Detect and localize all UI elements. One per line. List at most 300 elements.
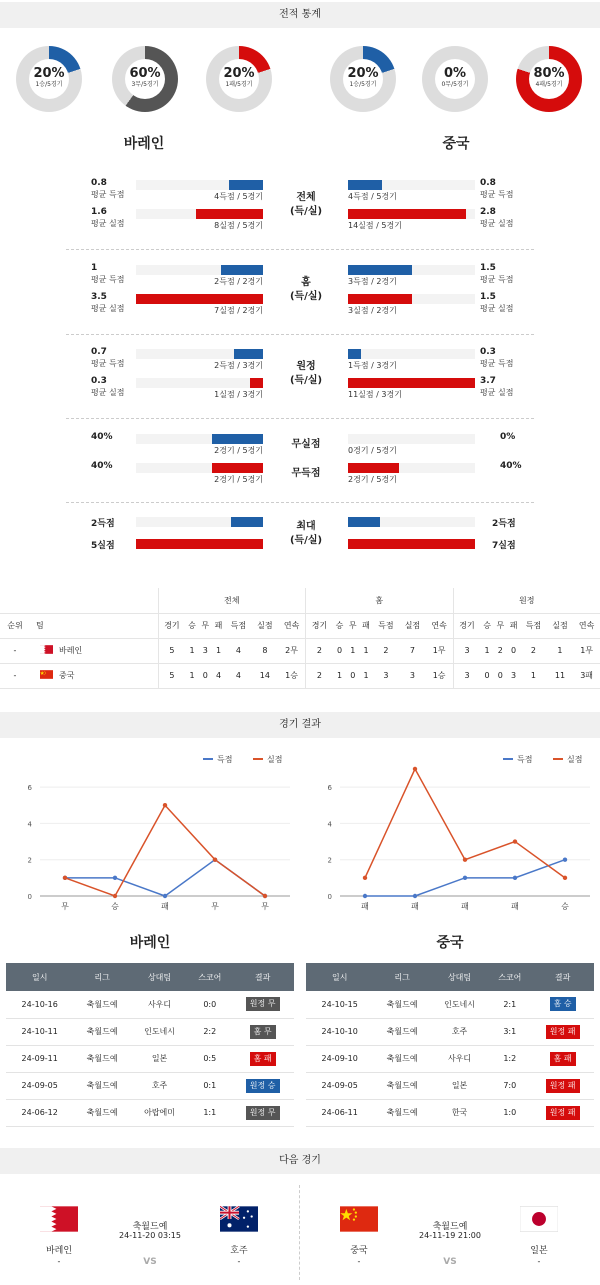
- rank: -: [0, 663, 30, 688]
- standings-col: 패: [359, 613, 372, 638]
- y-tick-label: 2: [27, 856, 32, 865]
- left-count: 8실점 / 5경기: [214, 221, 263, 230]
- home-flag-icon: [40, 1206, 78, 1235]
- category-label: 최대 (득/실): [289, 521, 323, 546]
- left-label: 평균 실점: [91, 304, 125, 313]
- results-cell: 아랍에미: [131, 1099, 188, 1126]
- standings-col: 승: [185, 613, 198, 638]
- stat-cell: 1: [346, 638, 359, 663]
- left-value: 2득점: [91, 519, 115, 529]
- away-flag-icon: [220, 1206, 258, 1235]
- next-home-dash: -: [357, 1257, 361, 1266]
- right-value: 40%: [500, 461, 522, 471]
- results-cell: 24-10-11: [6, 1018, 73, 1045]
- x-tick-label: 패: [161, 902, 169, 911]
- left-value: 40%: [91, 432, 113, 442]
- left-value: 40%: [91, 461, 113, 471]
- results-table-right: [306, 963, 594, 1127]
- results-cell: 2:1: [488, 991, 531, 1018]
- stat-cell: 1승: [278, 663, 305, 688]
- record-donut: [206, 46, 272, 112]
- results-cell: 24-09-05: [6, 1072, 73, 1099]
- results-cell: 2:2: [188, 1018, 231, 1045]
- results-cell: 사우디: [431, 1045, 488, 1072]
- left-value: 0.7: [91, 347, 107, 357]
- standings-col: 패: [212, 613, 225, 638]
- results-row: [306, 1018, 594, 1045]
- results-cell: 24-09-11: [6, 1045, 73, 1072]
- stat-cell: 0: [333, 638, 346, 663]
- donut-label: 3무/5경기: [131, 81, 159, 88]
- result-badge: 홈 패: [250, 1052, 276, 1066]
- data-point: [263, 894, 267, 898]
- right-count: 14실점 / 5경기: [348, 221, 402, 230]
- standings-row: [0, 638, 600, 663]
- right-count: 11실점 / 3경기: [348, 390, 402, 399]
- right-value: 7실점: [492, 541, 516, 551]
- results-cell: 24-10-10: [306, 1018, 373, 1045]
- team-name: 중국: [59, 671, 75, 680]
- data-point: [413, 894, 417, 898]
- right-value: 0%: [500, 432, 516, 442]
- record-donut: [16, 46, 82, 112]
- results-head: 상대팀: [431, 963, 488, 991]
- stat-cell: 5: [158, 638, 185, 663]
- stat-cell: 14: [252, 663, 279, 688]
- y-tick-label: 6: [27, 784, 32, 793]
- stat-cell: 0: [507, 638, 520, 663]
- right-bar: [348, 180, 382, 190]
- stat-cell: 3: [373, 663, 400, 688]
- data-point: [63, 876, 67, 880]
- left-bar: [229, 180, 263, 190]
- data-point: [363, 894, 367, 898]
- stat-cell: 2: [494, 638, 507, 663]
- next-vs: VS: [443, 1257, 457, 1267]
- results-cell: 축월드예: [373, 1072, 430, 1099]
- donut-label: 4패/5경기: [535, 81, 563, 88]
- standings-col: 실점: [399, 613, 426, 638]
- data-point: [213, 857, 217, 861]
- results-cell: 24-09-10: [306, 1045, 373, 1072]
- donut-label: 1패/5경기: [225, 81, 253, 88]
- data-point: [163, 803, 167, 807]
- bar-track: [136, 378, 263, 388]
- left-value: 0.3: [91, 376, 107, 386]
- next-divider: [299, 1185, 300, 1280]
- team-cell: [30, 663, 158, 688]
- left-value: 1.6: [91, 207, 107, 217]
- results-cell: 사우디: [131, 991, 188, 1018]
- donut-percent: 20%: [223, 66, 255, 81]
- standings-col: 실점: [547, 613, 574, 638]
- standings-head: 팀: [30, 613, 158, 638]
- stat-cell: 1: [520, 663, 547, 688]
- left-count: 1실점 / 3경기: [214, 390, 263, 399]
- stat-cell: 1승: [426, 663, 453, 688]
- next-home-team: 바레인: [45, 1246, 73, 1256]
- right-bar: [348, 349, 361, 359]
- left-count: 2경기 / 5경기: [214, 446, 263, 455]
- stat-cell: 4: [225, 663, 252, 688]
- results-cell: 인도네시: [431, 991, 488, 1018]
- stat-cell: 0: [494, 663, 507, 688]
- results-row: [6, 1072, 294, 1099]
- result-badge: 홈 승: [550, 997, 576, 1011]
- right-value: 3.7: [480, 376, 496, 386]
- results-cell: 24-06-11: [306, 1099, 373, 1126]
- donut-label: 0무/5경기: [441, 81, 469, 88]
- next-away-dash: -: [537, 1257, 541, 1266]
- standings-group-0: 전체: [158, 588, 306, 613]
- left-bar: [136, 539, 263, 549]
- results-cell: 축월드예: [73, 1072, 130, 1099]
- results-head: 결과: [531, 963, 594, 991]
- stat-cell: 8: [252, 638, 279, 663]
- data-point: [563, 857, 567, 861]
- legend-label: 실점: [267, 755, 283, 764]
- x-tick-label: 패: [361, 902, 369, 911]
- donut-percent: 80%: [533, 66, 565, 81]
- right-bar: [348, 209, 466, 219]
- left-bar: [136, 294, 263, 304]
- results-row: [306, 1072, 594, 1099]
- standings-table: [0, 588, 600, 689]
- results-row: [6, 1018, 294, 1045]
- results-cell: 일본: [431, 1072, 488, 1099]
- next-league: 축월드예: [132, 1222, 168, 1232]
- team-name: 바레인: [59, 646, 83, 655]
- results-cell: 축월드예: [373, 991, 430, 1018]
- x-tick-label: 무: [261, 902, 269, 911]
- results-cell: 축월드예: [73, 1018, 130, 1045]
- results-cell: 축월드예: [373, 1018, 430, 1045]
- right-value: 0.8: [480, 178, 496, 188]
- results-row: [306, 1045, 594, 1072]
- stats-header: 전적 통계: [0, 2, 600, 28]
- left-label: 평균 득점: [91, 359, 125, 368]
- results-team-left: 바레인: [129, 935, 171, 951]
- standings-col: 경기: [158, 613, 185, 638]
- right-count: 2경기 / 5경기: [348, 475, 397, 484]
- results-cell: 1:0: [488, 1099, 531, 1126]
- left-count: 4득점 / 5경기: [214, 192, 263, 201]
- results-cell: 24-06-12: [6, 1099, 73, 1126]
- result-badge: 원정 무: [246, 997, 280, 1011]
- results-head: 일시: [306, 963, 373, 991]
- right-value: 1.5: [480, 263, 496, 273]
- bar-track: [348, 349, 475, 359]
- stat-cell: 5: [158, 663, 185, 688]
- result-badge: 원정 패: [546, 1106, 580, 1120]
- stat-cell: 1: [185, 663, 198, 688]
- stat-cell: 3: [507, 663, 520, 688]
- data-point: [513, 839, 517, 843]
- results-head: 상대팀: [131, 963, 188, 991]
- left-bar: [231, 517, 263, 527]
- results-head: 스코어: [488, 963, 531, 991]
- stat-cell: 1: [480, 638, 493, 663]
- results-cell: 0:0: [188, 991, 231, 1018]
- standings-head: 순위: [0, 613, 30, 638]
- results-cell: 3:1: [488, 1018, 531, 1045]
- results-row: [6, 1099, 294, 1126]
- results-table-left: [6, 963, 294, 1127]
- standings-col: 연속: [278, 613, 305, 638]
- chart-right: [300, 745, 600, 945]
- data-point: [113, 894, 117, 898]
- standings-group-1: 홈: [306, 588, 454, 613]
- next-away-team: 일본: [530, 1246, 548, 1256]
- category-label: 홈 (득/실): [289, 277, 323, 302]
- left-value: 0.8: [91, 178, 107, 188]
- donut-percent: 20%: [33, 66, 65, 81]
- left-label: 평균 득점: [91, 275, 125, 284]
- results-cell: 24-09-05: [306, 1072, 373, 1099]
- results-cell: 축월드예: [73, 1045, 130, 1072]
- legend-label: 득점: [217, 755, 233, 764]
- left-count: 2득점 / 3경기: [214, 361, 263, 370]
- y-tick-label: 0: [27, 893, 32, 901]
- data-point: [363, 876, 367, 880]
- stat-cell: 3: [453, 638, 480, 663]
- stat-cell: 1: [359, 638, 372, 663]
- section-divider: [66, 502, 534, 503]
- stat-cell: 3패: [573, 663, 600, 688]
- y-tick-label: 6: [327, 784, 332, 793]
- results-head: 스코어: [188, 963, 231, 991]
- left-bar: [234, 349, 263, 359]
- data-point: [113, 876, 117, 880]
- next-vs: VS: [143, 1257, 157, 1267]
- next-home-team: 중국: [350, 1246, 368, 1256]
- results-cell: 일본: [131, 1045, 188, 1072]
- result-badge: 홈 무: [250, 1025, 276, 1039]
- x-tick-label: 승: [111, 902, 119, 911]
- away-flag-icon: [520, 1206, 558, 1235]
- donut-label: 1승/5경기: [35, 81, 63, 88]
- x-tick-label: 승: [561, 902, 569, 911]
- standings-col: 실점: [252, 613, 279, 638]
- results-cell: 0:1: [188, 1072, 231, 1099]
- next-away-team: 호주: [230, 1246, 248, 1256]
- section-divider: [66, 249, 534, 250]
- left-value: 5실점: [91, 541, 115, 551]
- team-name-right: 중국: [442, 136, 470, 152]
- results-cell: 1:1: [188, 1099, 231, 1126]
- results-row: [6, 991, 294, 1018]
- next-away-dash: -: [237, 1257, 241, 1266]
- left-count: 2득점 / 2경기: [214, 277, 263, 286]
- right-value: 2득점: [492, 519, 516, 529]
- results-cell: 인도네시: [131, 1018, 188, 1045]
- left-label: 평균 실점: [91, 219, 125, 228]
- flag-icon: [40, 670, 53, 681]
- left-bar: [212, 463, 263, 473]
- y-tick-label: 0: [327, 893, 332, 901]
- results-cell: 호주: [431, 1018, 488, 1045]
- left-label: 평균 득점: [91, 190, 125, 199]
- y-tick-label: 4: [27, 820, 32, 829]
- left-value: 1: [91, 263, 98, 273]
- legend-label: 득점: [517, 755, 533, 764]
- stat-cell: 11: [547, 663, 574, 688]
- stat-cell: 2: [306, 663, 333, 688]
- data-point: [563, 876, 567, 880]
- left-label: 평균 실점: [91, 388, 125, 397]
- stat-cell: 1: [212, 638, 225, 663]
- right-count: 3득점 / 2경기: [348, 277, 397, 286]
- y-tick-label: 2: [327, 856, 332, 865]
- results-cell: 24-10-16: [6, 991, 73, 1018]
- stat-cell: 0: [199, 663, 212, 688]
- x-tick-label: 패: [511, 902, 519, 911]
- record-donut: [112, 46, 178, 112]
- right-label: 평균 실점: [480, 304, 514, 313]
- result-badge: 원정 승: [246, 1079, 280, 1093]
- left-bar: [250, 378, 263, 388]
- next-time: 24-11-19 21:00: [419, 1231, 481, 1240]
- standings-col: 패: [507, 613, 520, 638]
- stat-cell: 0: [480, 663, 493, 688]
- stat-cell: 1: [547, 638, 574, 663]
- right-value: 0.3: [480, 347, 496, 357]
- data-point: [463, 876, 467, 880]
- stat-cell: 2: [373, 638, 400, 663]
- bar-track: [348, 434, 475, 444]
- stat-cell: 2: [306, 638, 333, 663]
- right-label: 평균 실점: [480, 388, 514, 397]
- right-value: 2.8: [480, 207, 496, 217]
- stat-cell: 1: [333, 663, 346, 688]
- standings-group-2: 원정: [453, 588, 600, 613]
- standings-col: 경기: [453, 613, 480, 638]
- result-badge: 원정 패: [546, 1025, 580, 1039]
- stat-cell: 7: [399, 638, 426, 663]
- results-cell: 축월드예: [373, 1045, 430, 1072]
- donut-label: 1승/5경기: [349, 81, 377, 88]
- stat-cell: 4: [225, 638, 252, 663]
- results-cell: 7:0: [488, 1072, 531, 1099]
- record-donut: [516, 46, 582, 112]
- right-count: 1득점 / 3경기: [348, 361, 397, 370]
- category-label: 원정 (득/실): [289, 361, 323, 386]
- data-point: [463, 857, 467, 861]
- stat-cell: 1무: [573, 638, 600, 663]
- standings-col: 승: [480, 613, 493, 638]
- right-count: 3실점 / 2경기: [348, 306, 397, 315]
- series-line-1: [65, 805, 265, 896]
- data-point: [513, 876, 517, 880]
- stat-cell: 1: [359, 663, 372, 688]
- x-tick-label: 무: [211, 902, 219, 911]
- right-bar: [348, 517, 380, 527]
- results-cell: 축월드예: [73, 991, 130, 1018]
- left-count: 7실점 / 2경기: [214, 306, 263, 315]
- standings-col: 득점: [373, 613, 400, 638]
- result-badge: 원정 무: [246, 1106, 280, 1120]
- right-count: 0경기 / 5경기: [348, 446, 397, 455]
- stat-cell: 2무: [278, 638, 305, 663]
- results-cell: 0:5: [188, 1045, 231, 1072]
- right-bar: [348, 294, 412, 304]
- results-team-right: 중국: [436, 935, 464, 951]
- team-name-left: 바레인: [123, 136, 165, 152]
- next-time: 24-11-20 03:15: [119, 1231, 181, 1240]
- results-cell: 24-10-15: [306, 991, 373, 1018]
- results-header: 경기 결과: [0, 712, 600, 738]
- standings-col: 경기: [306, 613, 333, 638]
- standings-col: 무: [494, 613, 507, 638]
- results-cell: 1:2: [488, 1045, 531, 1072]
- category-label: 무득점: [291, 468, 321, 479]
- results-row: [306, 991, 594, 1018]
- right-bar: [348, 265, 412, 275]
- right-value: 1.5: [480, 292, 496, 302]
- stat-cell: 2: [520, 638, 547, 663]
- standings-col: 연속: [573, 613, 600, 638]
- chart-left: [0, 745, 300, 945]
- team-cell: [30, 638, 158, 663]
- stat-cell: 1: [185, 638, 198, 663]
- standings-col: 득점: [520, 613, 547, 638]
- right-bar: [348, 539, 475, 549]
- x-tick-label: 무: [61, 902, 69, 911]
- results-head: 일시: [6, 963, 73, 991]
- results-row: [306, 1099, 594, 1126]
- result-badge: 홈 패: [550, 1052, 576, 1066]
- stat-cell: 3: [453, 663, 480, 688]
- results-cell: 한국: [431, 1099, 488, 1126]
- stat-cell: 4: [212, 663, 225, 688]
- standings-row: [0, 663, 600, 688]
- left-bar: [212, 434, 263, 444]
- right-bar: [348, 463, 399, 473]
- standings-col: 득점: [225, 613, 252, 638]
- left-bar: [221, 265, 263, 275]
- result-badge: 원정 패: [546, 1079, 580, 1093]
- left-value: 3.5: [91, 292, 107, 302]
- donut-percent: 20%: [347, 66, 379, 81]
- stat-cell: 0: [346, 663, 359, 688]
- stat-cell: 3: [199, 638, 212, 663]
- next-header: 다음 경기: [0, 1148, 600, 1174]
- rank: -: [0, 638, 30, 663]
- stat-cell: 1무: [426, 638, 453, 663]
- right-label: 평균 실점: [480, 219, 514, 228]
- category-label: 전체 (득/실): [289, 192, 323, 217]
- results-head: 리그: [73, 963, 130, 991]
- section-divider: [66, 418, 534, 419]
- left-count: 2경기 / 5경기: [214, 475, 263, 484]
- results-head: 리그: [373, 963, 430, 991]
- next-league: 축월드예: [432, 1222, 468, 1232]
- right-label: 평균 득점: [480, 359, 514, 368]
- next-home-dash: -: [57, 1257, 61, 1266]
- results-head: 결과: [231, 963, 294, 991]
- right-bar: [348, 378, 475, 388]
- donut-percent: 60%: [129, 66, 161, 81]
- standings-col: 무: [346, 613, 359, 638]
- donut-percent: 0%: [443, 66, 467, 81]
- record-donut: [330, 46, 396, 112]
- home-flag-icon: [340, 1206, 378, 1235]
- category-label: 무실점: [291, 439, 321, 450]
- flag-icon: [40, 645, 53, 656]
- standings-col: 승: [333, 613, 346, 638]
- stat-cell: 3: [399, 663, 426, 688]
- y-tick-label: 4: [327, 820, 332, 829]
